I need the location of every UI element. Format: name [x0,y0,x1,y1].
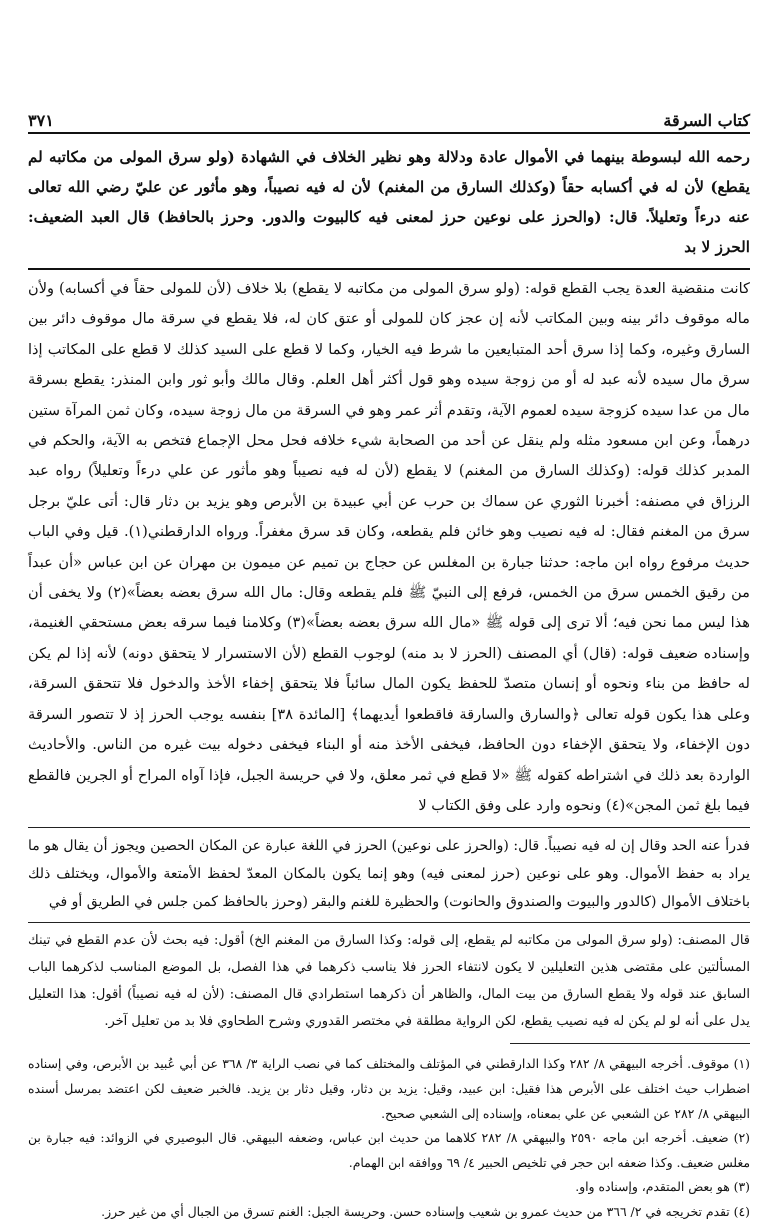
footnote-divider [510,1043,750,1044]
footnote-item: (٣) هو بعض المتقدم، وإسناده واو. [575,1179,750,1195]
gloss-text-first: فدرأ عنه الحد وقال إن له فيه نصيباً. قال: (والحرز على نوعين) الحرز في اللغة عبارة عن المكان الحصين ويجوز أن يقال هو ما يراد به حفظ الأموال. وهو على نوعين (حرز لمعنى فيه) وهو إنما يكون بالمكان المعدّ لحفظ الأمتعة والأموال، ويختلف ذلك باختلاف الأموال (كالدور والبيوت والصندوق والحانوت) والحظيرة للغنم والبقر (وحرز بالحافظ كمن جلس في الطريق أو في [28,838,750,911]
gloss-text-second: قال المصنف: (ولو سرق المولى من مكاتبه لم يقطع، إلى قوله: وكذا السارق من المغنم الخ) أقول: فيه بحث لأن عدم القطع في تينك المسألتين على مقتضى هذين التعليلين لا يكون لانتفاء الحرز فلا يناسب ذكرهما في هذا الفصل، بل الموضع المناسب لذكرهما الباب السابق عند قوله ولا يقطع السارق من بيت المال، والظاهر أن ذكرهما استطرادي قال المصنف: (لأن له فيه نصيباً) أقول: هذا التعليل يدل على أنه لو لم يكن له فيه نصيب يقطع، لكن الرواية مطلقة في مختصر القدوري وشرح الطحاوي فلا بد من تعليل آخر. [28,933,750,1030]
footnote-item: (٢) ضعيف. أخرجه ابن ماجه ٢٥٩٠ والبيهقي ٨/ ٢٨٢ كلاهما من حديث ابن عباس، وضعفه البيهقي. قال البوصيري في الزوائد: فيه جبارة بن مغلس ضعيف. وكذا ضعفه ابن حجر في تلخيص الحبير ٤/ ٦٩ ووافقه ابن الهمام. [28,1130,750,1170]
section-divider [28,922,750,923]
section-divider [28,827,750,828]
footnote-item: (١) موقوف. أخرجه البيهقي ٨/ ٢٨٢ وكذا الدارقطني في المؤتلف والمختلف كما في نصب الراية ٣/ ٣٦٨ عن أبي عُبيد بن الأبرص، وفي إسناده اضطراب حيث اختلف على الأبرص هذا فقيل: ابن عبيد، وقيل: يزيد بن دثار، وقيل دثار بن يزيد. فالخبر ضعيف لكن اعتضد بمرسل أسنده البيهقي ٨/ ٢٨٢ عن الشعبي عن علي بمعناه، وإسناده إلى الشعبي صحيح. [28,1056,750,1121]
book-page [28,108,750,1224]
footnotes [28,1052,750,1224]
section-divider [28,268,750,270]
page-number: ٣٧١ [28,111,54,130]
commentary-text: كانت منقضية العدة يجب القطع قوله: (ولو سرق المولى من مكاتبه لا يقطع) بلا خلاف (لأن للمولى حقاً في أكسابه) ولأن ماله موقوف دائر بينه وبين المكاتب لأنه إن عجز كان للمولى أو عتق كان له، فلا يقطع في سرقة مال موقوف دائر بين السارق وغيره، وكما إذا سرق أحد المتبايعين ما شرط فيه الخيار، وكما لا قطع على السيد كذلك لا قطع على المكاتب إذا سرق مال سيده لأنه عبد له أو من زوجة سيده وهو قول أكثر أهل العلم. وقال مالك وأبو ثور وابن المنذر: يقطع بسرقة مال من عدا سيده كزوجة سيده لعموم الآية، وتقدم أثر عمر وهو في السرقة من مال زوجة سيده، وكان ثمن المرآة ستين درهماً، وعن ابن مسعود مثله ولم ينقل عن أحد من الصحابة شيء خلافه فحل محل الإجماع فتخص به الآية، والحكم في المدبر كذلك قوله: (وكذلك السارق من المغنم) لا يقطع (لأن له فيه نصيباً وهو مأثور عن علي درءاً وتعليلاً) رواه عبد الرزاق في مصنفه: أخبرنا الثوري عن سماك بن حرب عن أبي عبيدة بن الأبرص وهو يزيد بن دثار قال: أتى عليّ برجل سرق من المغنم فقال: له فيه نصيب وهو خائن فلم يقطعه، وكان قد سرق مغفراً. ورواه الدارقطني(١). قيل وفي الباب حديث مرفوع رواه ابن ماجه: حدثنا جبارة بن المغلس عن حجاج بن تميم عن ميمون بن مهران عن ابن عباس «أن عبداً من رقيق الخمس سرق من الخمس، فرفع إلى النبيّ ﷺ فلم يقطعه وقال: مال الله سرق بعضه بعضاً»(٢) ولا يخفى أن هذا ليس مما نحن فيه؛ ألا ترى إلى قوله ﷺ «مال الله سرق بعضه بعضاً»(٣) وكلامنا فيما سرقه بعض مستحقي الغنيمة، وإسناده ضعيف قوله: (قال) أي المصنف (الحرز لا بد منه) لوجوب القطع (لأن الاستسرار لا يتحقق دونه) لأنه إذا لم يكن له حافظ من بناء ونحوه أو إنسان متصدّ للحفظ يكون المال سائباً فلا يتحقق إخفاء الأخذ والدخول فلا تتحقق السرقة، وعلى هذا يكون قوله تعالى ﴿والسارق والسارقة فاقطعوا أيديهما﴾ [المائدة ٣٨] بنفسه يوجب الحرز إذ لا تتصور السرقة دون الإخفاء، ولا يتحقق الإخفاء دون الحافظ، فيخفى الأخذ منه أو البناء فيخفى دخوله بيت غيره من الناس. والأحاديث الواردة بعد ذلك في اشتراطه كقوله ﷺ «لا قطع في ثمر معلق، ولا في حريسة الجبل، فإذا آواه المراح أو الجرين فالقطع فيما بلغ ثمن المجن»(٤) ونحوه وارد على وفق الكتاب لا [28,280,751,814]
main-text-matn: رحمه الله لبسوطة بينهما في الأموال عادة ودلالة وهو نظير الخلاف في الشهادة (ولو سرق المولى من مكاتبه لم يقطع) لأن له في أكسابه حقاً (وكذلك السارق من المغنم) لأن له فيه نصيباً، وهو مأثور عن عليّ رضي الله تعالى عنه درءاً وتعليلاً. قال: (والحرز على نوعين حرز لمعنى فيه كالبيوت والدور. وحرز بالحافظ) قال العبد الضعيف: الحرز لا بد [28,148,750,256]
page-header [28,108,750,134]
chapter-title: كتاب السرقة [663,111,750,130]
footnote-item: (٤) تقدم تخريجه في ٢/ ٣٦٦ من حديث عمرو بن شعيب وإسناده حسن. وحريسة الجبل: الغنم تسرق من الجبال أي من غير حرز. [101,1203,750,1219]
